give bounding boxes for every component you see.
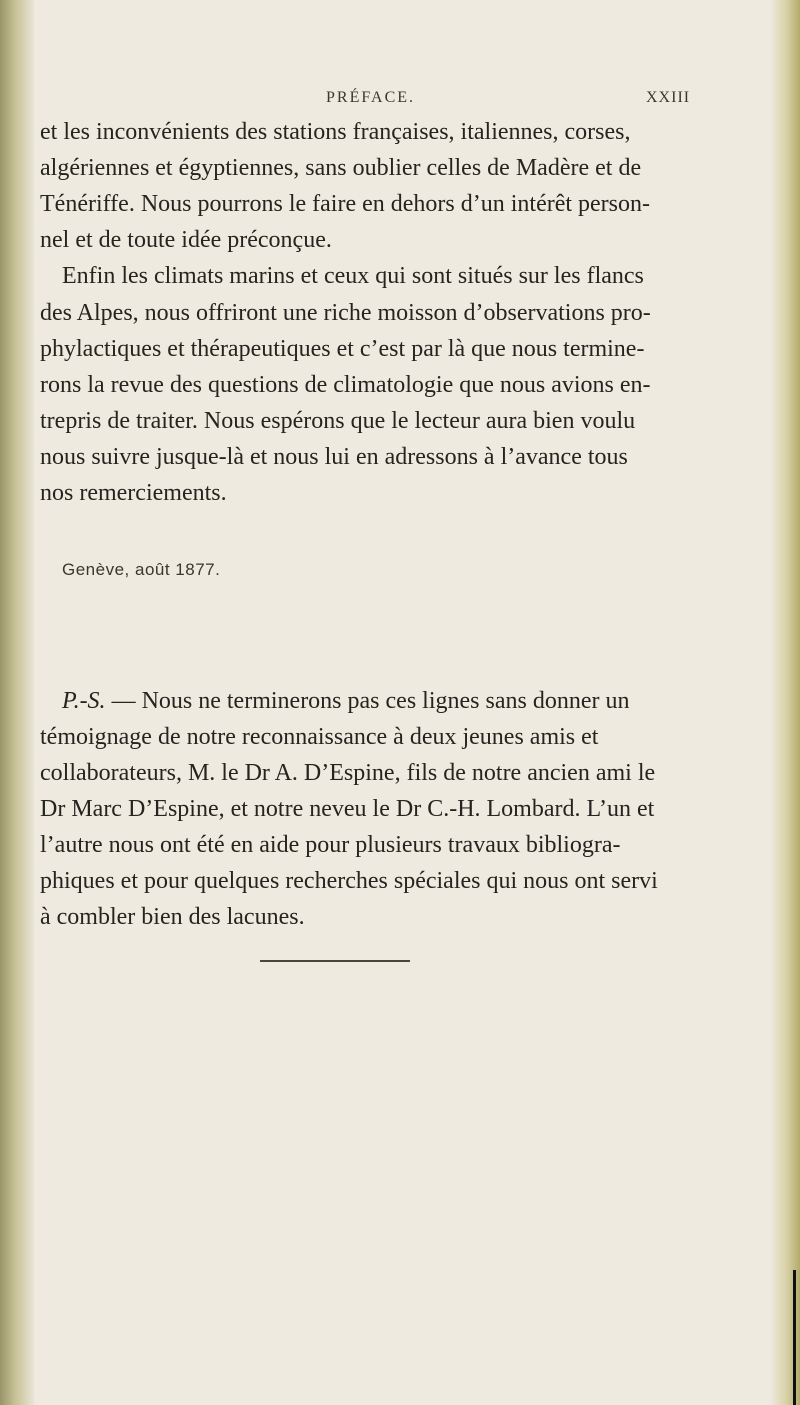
body-line: nous suivre jusque-là et nous lui en adressons à l’avance tous <box>40 444 628 470</box>
postscript-line: témoignage de notre reconnaissance à deux jeunes amis et <box>40 724 599 750</box>
body-line: rons la revue des questions de climatologie que nous avions en- <box>40 372 651 398</box>
postscript-line: phiques et pour quelques recherches spéciales qui nous ont servi <box>40 868 658 894</box>
body-line: et les inconvénients des stations françaises, italiennes, corses, <box>40 119 631 145</box>
postscript-line: collaborateurs, M. le Dr A. D’Espine, fils de notre ancien ami le <box>40 760 656 786</box>
body-line: trepris de traiter. Nous espérons que le lecteur aura bien voulu <box>40 408 636 434</box>
body-line: Ténériffe. Nous pourrons le faire en dehors d’un intérêt person- <box>40 191 651 217</box>
postscript-line: à combler bien des lacunes. <box>40 904 305 930</box>
running-head-title: PRÉFACE. <box>326 89 416 106</box>
postscript-label: P.-S. <box>62 688 106 714</box>
body-line: Enfin les climats marins et ceux qui sont situés sur les flancs <box>62 263 644 289</box>
page-shadow-right <box>770 0 800 1405</box>
page-edge-mark <box>793 1270 796 1405</box>
postscript-line: l’autre nous ont été en aide pour plusieurs travaux bibliogra- <box>40 832 621 858</box>
page-shadow-left <box>0 0 34 1405</box>
postscript-first-line <box>62 686 629 716</box>
body-line: nel et de toute idée préconçue. <box>40 227 332 253</box>
postscript-line: Dr Marc D’Espine, et notre neveu le Dr C.-H. Lombard. L’un et <box>40 796 655 822</box>
closing-rule <box>260 960 410 962</box>
body-line: phylactiques et thérapeutiques et c’est par là que nous termine- <box>40 336 645 362</box>
body-line: algériennes et égyptiennes, sans oublier celles de Madère et de <box>40 155 642 181</box>
place-and-date: Genève, août 1877. <box>62 560 221 579</box>
running-head <box>0 89 800 113</box>
body-line: des Alpes, nous offriront une riche moisson d’observations pro- <box>40 300 651 326</box>
body-line: nos remerciements. <box>40 480 227 506</box>
page-number: XXIII <box>646 89 691 106</box>
postscript-first-line-text: — Nous ne terminerons pas ces lignes sans donner un <box>105 688 630 714</box>
